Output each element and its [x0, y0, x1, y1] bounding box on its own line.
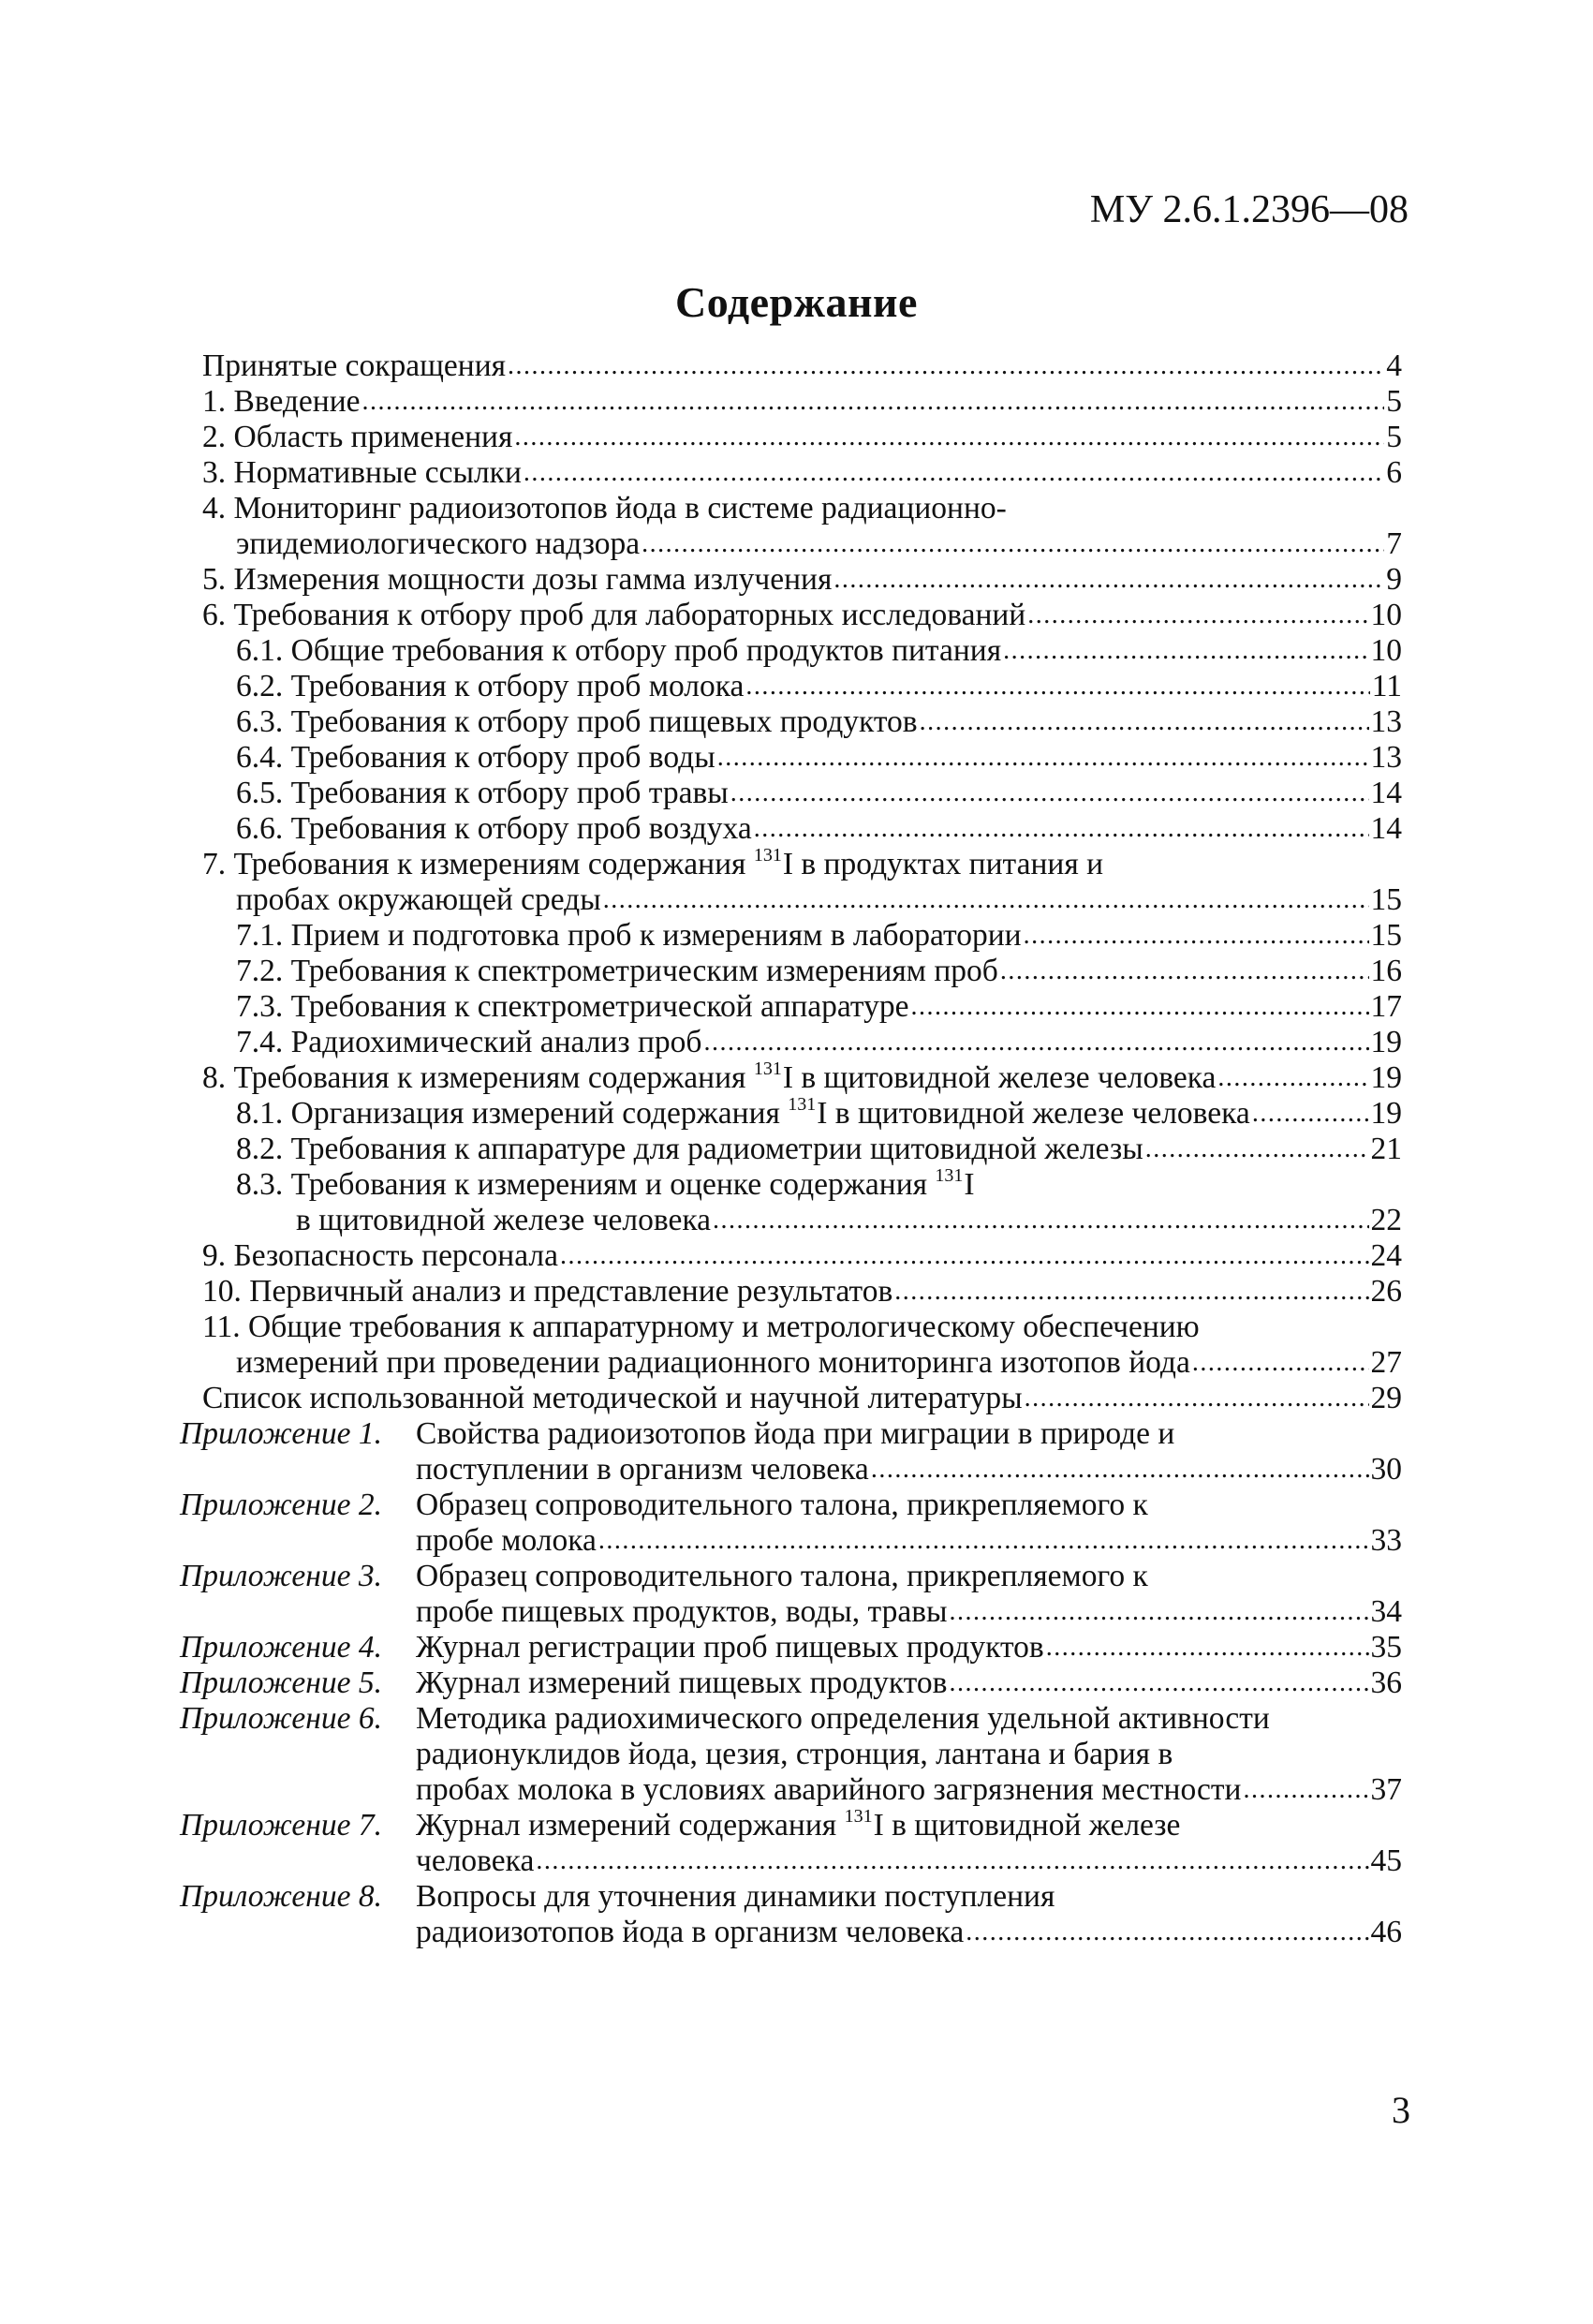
- toc-entry-line: [416, 1879, 1402, 1915]
- toc-entry-title: 3. Нормативные ссылки: [202, 455, 522, 490]
- toc-leader-dots: [730, 776, 1369, 811]
- toc-entry-title: 6.3. Требования к отбору проб пищевых продуктов: [236, 704, 918, 739]
- toc-entry-label: Приложение 8.: [180, 1879, 382, 1914]
- toc-entry-title: пробах окружающей среды: [236, 882, 601, 917]
- toc-page-number: 33: [1370, 1523, 1402, 1558]
- toc-page-number: 36: [1370, 1665, 1402, 1700]
- toc-entry-title: 6. Требования к отбору проб для лабораторных исследований: [202, 598, 1026, 632]
- toc-page-number: 5: [1386, 420, 1402, 454]
- toc-entry-title: 7.2. Требования к спектрометрическим измерениям проб: [236, 954, 998, 988]
- toc-entry-title: 6.1. Общие требования к отбору проб продуктов питания: [236, 633, 1002, 668]
- toc-entry-title: в щитовидной железе человека: [296, 1203, 711, 1237]
- toc-entry-title: Принятые сокращения: [202, 348, 507, 383]
- toc-page-number: 45: [1370, 1843, 1402, 1878]
- toc-entry-line: [236, 1025, 1402, 1060]
- toc-entry-title: пробе молока: [416, 1523, 597, 1558]
- toc-entry[interactable]: [180, 1025, 1402, 1060]
- toc-entry-label: Приложение 6.: [180, 1701, 382, 1736]
- toc-page-number: 46: [1370, 1915, 1402, 1949]
- toc-entry-line: [202, 1381, 1402, 1416]
- toc-appendix-entry[interactable]: [180, 1665, 1402, 1701]
- toc-entry-line: [236, 776, 1402, 811]
- toc-entry-title: радионуклидов йода, цезия, стронция, лантана и бария в: [416, 1737, 1173, 1771]
- toc-entry[interactable]: [180, 1167, 1402, 1238]
- toc-page-number: 27: [1370, 1345, 1402, 1380]
- toc-leader-dots: [1046, 1630, 1369, 1665]
- toc-entry[interactable]: [180, 954, 1402, 989]
- toc-entry[interactable]: [180, 918, 1402, 954]
- toc-entry[interactable]: [180, 455, 1402, 491]
- toc-entry[interactable]: [180, 989, 1402, 1025]
- toc-leader-dots: [1252, 1096, 1369, 1132]
- toc-entry-title: 11. Общие требования к аппаратурному и метрологическому обеспечению: [202, 1310, 1200, 1344]
- toc-entry-title: 2. Область применения: [202, 420, 513, 454]
- toc-leader-dots: [910, 989, 1368, 1025]
- toc-entry-title: Вопросы для уточнения динамики поступления: [416, 1879, 1055, 1914]
- toc-appendix-entry[interactable]: [180, 1559, 1402, 1630]
- toc-entry-title: пробе пищевых продуктов, воды, травы: [416, 1594, 948, 1629]
- toc-page-number: 10: [1370, 633, 1402, 668]
- toc-title: Содержание: [675, 278, 918, 326]
- toc-entry[interactable]: [180, 1096, 1402, 1132]
- toc-page-number: 34: [1370, 1594, 1402, 1629]
- toc-entry-title: Методика радиохимического определения удельной активности: [416, 1701, 1270, 1736]
- toc-entry-title: 9. Безопасность персонала: [202, 1238, 558, 1273]
- toc-page-number: 17: [1370, 989, 1402, 1024]
- toc-entry-line: [416, 1665, 1402, 1701]
- toc-entry-title: 6.4. Требования к отбору проб воды: [236, 740, 715, 775]
- toc-entry-line: [416, 1737, 1402, 1772]
- toc-leader-dots: [871, 1452, 1369, 1488]
- toc-entry[interactable]: [180, 1310, 1402, 1381]
- toc-leader-dots: [1243, 1772, 1368, 1808]
- toc-entry-title: Журнал измерений содержания $^{131}$I в щитовидной железе: [416, 1806, 1181, 1843]
- toc-entry[interactable]: [180, 1381, 1402, 1416]
- toc-leader-dots: [560, 1238, 1369, 1274]
- toc-page-number: 24: [1370, 1238, 1402, 1273]
- toc-page-number: 10: [1370, 598, 1402, 632]
- toc-entry-label: Приложение 1.: [180, 1416, 382, 1451]
- toc-page-number: 30: [1370, 1452, 1402, 1487]
- toc-page-number: 35: [1370, 1630, 1402, 1665]
- toc-entry-line: [416, 1701, 1402, 1737]
- toc-appendix-entry[interactable]: [180, 1488, 1402, 1559]
- toc-entry-title: 6.6. Требования к отбору проб воздуха: [236, 811, 752, 846]
- toc-entry-label: Приложение 5.: [180, 1665, 382, 1700]
- toc-page-number: 14: [1370, 811, 1402, 846]
- toc-entry-line: [202, 420, 1402, 455]
- toc-leader-dots: [703, 1025, 1368, 1060]
- toc-entry-line: [416, 1915, 1402, 1950]
- toc-page-number: 6: [1386, 455, 1402, 490]
- page-number: 3: [1392, 2089, 1410, 2131]
- toc-appendix-entry[interactable]: [180, 1701, 1402, 1808]
- toc-entry[interactable]: [180, 348, 1402, 384]
- toc-leader-dots: [1024, 918, 1369, 954]
- toc-entry-title: 5. Измерения мощности дозы гамма излучения: [202, 562, 833, 597]
- toc-leader-dots: [642, 526, 1384, 562]
- toc-entry-title: 4. Мониторинг радиоизотопов йода в системе радиационно-: [202, 491, 1007, 525]
- toc-entry[interactable]: [180, 384, 1402, 420]
- toc-leader-dots: [603, 882, 1369, 918]
- toc-entry-title: Список использованной методической и научной литературы: [202, 1381, 1023, 1415]
- toc-entry-line: [416, 1559, 1402, 1594]
- toc-entry-line: [236, 1167, 1402, 1203]
- toc-leader-dots: [950, 1594, 1369, 1630]
- toc-entry-line: [202, 847, 1402, 882]
- toc-leader-dots: [598, 1523, 1369, 1559]
- toc-leader-dots: [1003, 633, 1368, 669]
- toc-entry-line: [236, 633, 1402, 669]
- toc-entry-line: [202, 562, 1402, 598]
- toc-entry-line: [202, 455, 1402, 491]
- toc-page-number: 26: [1370, 1274, 1402, 1309]
- toc-page-number: 15: [1370, 882, 1402, 917]
- toc-entry-title: Образец сопроводительного талона, прикрепляемого к: [416, 1559, 1148, 1593]
- toc-page-number: 19: [1370, 1096, 1402, 1131]
- toc-entry-title: Свойства радиоизотопов йода при миграции в природе и: [416, 1416, 1175, 1451]
- toc-entry[interactable]: [180, 598, 1402, 633]
- toc-leader-dots: [754, 811, 1369, 847]
- toc-entry[interactable]: [180, 1238, 1402, 1274]
- toc-page-number: 21: [1370, 1132, 1402, 1166]
- toc-page-number: 4: [1386, 348, 1402, 383]
- isotope-mass-number: 131: [753, 845, 782, 866]
- toc-page-number: 29: [1370, 1381, 1402, 1415]
- toc-page-number: 15: [1370, 918, 1402, 953]
- toc-entry[interactable]: [180, 1060, 1402, 1096]
- toc-entry-line: [416, 1452, 1402, 1488]
- toc-entry[interactable]: [180, 811, 1402, 847]
- toc-entry-title: пробах молока в условиях аварийного загрязнения местности: [416, 1772, 1242, 1807]
- toc-leader-dots: [949, 1665, 1368, 1701]
- toc-leader-dots: [833, 562, 1384, 598]
- toc-appendix-entry[interactable]: [180, 1879, 1402, 1950]
- toc-entry[interactable]: [180, 669, 1402, 704]
- toc-entry-title: измерений при проведении радиационного мониторинга изотопов йода: [236, 1345, 1190, 1380]
- toc-entry[interactable]: [180, 847, 1402, 918]
- toc-entry-line: [236, 740, 1402, 776]
- toc-leader-dots: [524, 455, 1384, 491]
- toc-entry-line: [236, 1203, 1402, 1238]
- toc-appendix-entry[interactable]: [180, 1630, 1402, 1665]
- toc-leader-dots: [1217, 1060, 1368, 1096]
- toc-leader-dots: [536, 1843, 1368, 1879]
- toc-entry[interactable]: [180, 633, 1402, 669]
- toc-entry-line: [236, 811, 1402, 847]
- toc-entry-line: [416, 1772, 1402, 1808]
- toc-leader-dots: [745, 669, 1369, 704]
- toc-leader-dots: [1025, 1381, 1369, 1416]
- toc-entry-label: Приложение 2.: [180, 1488, 382, 1522]
- toc-entry-title: 7. Требования к измерениям содержания $^{131}$I в продуктах питания и: [202, 845, 1104, 881]
- toc-entry-title: Журнал измерений пищевых продуктов: [416, 1665, 948, 1700]
- toc-page-number: 22: [1370, 1203, 1402, 1237]
- toc-entry-line: [416, 1523, 1402, 1559]
- isotope-mass-number: 131: [935, 1165, 964, 1186]
- toc-entry-line: [202, 1274, 1402, 1310]
- toc-entry-line: [416, 1808, 1402, 1843]
- table-of-contents: [180, 348, 1402, 1950]
- toc-entry-line: [416, 1843, 1402, 1879]
- toc-leader-dots: [894, 1274, 1368, 1310]
- toc-leader-dots: [514, 420, 1384, 455]
- toc-entry[interactable]: [180, 740, 1402, 776]
- toc-entry-title: 7.4. Радиохимический анализ проб: [236, 1025, 702, 1059]
- toc-entry-line: [236, 918, 1402, 954]
- toc-entry-line: [236, 954, 1402, 989]
- toc-entry-line: [202, 384, 1402, 420]
- isotope-mass-number: 131: [844, 1806, 873, 1827]
- toc-entry-title: 8.2. Требования к аппаратуре для радиометрии щитовидной железы: [236, 1132, 1143, 1166]
- toc-entry-title: 8.1. Организация измерений содержания $^{131}$I в щитовидной железе человека: [236, 1094, 1250, 1131]
- toc-entry-title: Образец сопроводительного талона, прикрепляемого к: [416, 1488, 1148, 1522]
- toc-entry-line: [236, 989, 1402, 1025]
- toc-page-number: 19: [1370, 1025, 1402, 1059]
- toc-entry[interactable]: [180, 562, 1402, 598]
- toc-entry[interactable]: [180, 1132, 1402, 1167]
- toc-entry-line: [236, 1096, 1402, 1132]
- toc-leader-dots: [713, 1203, 1369, 1238]
- toc-entry-label: Приложение 3.: [180, 1559, 382, 1593]
- toc-page-number: 11: [1371, 669, 1402, 703]
- toc-page-number: 37: [1370, 1772, 1402, 1807]
- toc-entry[interactable]: [180, 491, 1402, 562]
- toc-leader-dots: [1000, 954, 1369, 989]
- isotope-mass-number: 131: [753, 1058, 782, 1079]
- toc-leader-dots: [508, 348, 1384, 384]
- toc-leader-dots: [362, 384, 1385, 420]
- toc-page-number: 5: [1386, 384, 1402, 419]
- toc-entry-line: [236, 704, 1402, 740]
- toc-entry-title: человека: [416, 1843, 535, 1878]
- toc-leader-dots: [920, 704, 1369, 740]
- toc-entry-title: 1. Введение: [202, 384, 361, 419]
- toc-entry-title: 8. Требования к измерениям содержания $^{131}$I в щитовидной железе человека: [202, 1058, 1217, 1095]
- toc-entry-line: [202, 1238, 1402, 1274]
- toc-page-number: 13: [1370, 740, 1402, 775]
- toc-leader-dots: [1145, 1132, 1369, 1167]
- toc-leader-dots: [966, 1915, 1368, 1950]
- toc-entry[interactable]: [180, 1274, 1402, 1310]
- toc-entry-line: [416, 1488, 1402, 1523]
- toc-entry-label: Приложение 4.: [180, 1630, 382, 1665]
- toc-appendix-entry[interactable]: [180, 1808, 1402, 1879]
- toc-entry-line: [236, 669, 1402, 704]
- toc-entry-title: 6.5. Требования к отбору проб травы: [236, 776, 729, 810]
- toc-entry-line: [202, 882, 1402, 918]
- toc-entry-title: эпидемиологического надзора: [236, 526, 641, 561]
- toc-entry-title: поступлении в организм человека: [416, 1452, 869, 1487]
- toc-entry-line: [236, 1132, 1402, 1167]
- toc-entry-line: [202, 598, 1402, 633]
- toc-entry-line: [416, 1594, 1402, 1630]
- toc-page-number: 14: [1370, 776, 1402, 810]
- toc-entry-line: [202, 526, 1402, 562]
- toc-leader-dots: [1027, 598, 1368, 633]
- toc-page-number: 16: [1370, 954, 1402, 988]
- toc-appendix-entry[interactable]: [180, 1416, 1402, 1488]
- toc-entry-line: [202, 1310, 1402, 1345]
- toc-entry[interactable]: [180, 776, 1402, 811]
- toc-leader-dots: [1192, 1345, 1369, 1381]
- isotope-mass-number: 131: [788, 1094, 817, 1115]
- toc-entry-line: [202, 348, 1402, 384]
- toc-entry-line: [416, 1630, 1402, 1665]
- toc-page-number: 9: [1386, 562, 1402, 597]
- toc-entry-title: 8.3. Требования к измерениям и оценке содержания $^{131}$I: [236, 1165, 975, 1202]
- toc-entry[interactable]: [180, 704, 1402, 740]
- toc-entry-title: Журнал регистрации проб пищевых продуктов: [416, 1630, 1044, 1665]
- document-code: МУ 2.6.1.2396—08: [1089, 188, 1409, 231]
- toc-entry-label: Приложение 7.: [180, 1808, 382, 1843]
- toc-entry-line: [416, 1416, 1402, 1452]
- toc-entry-title: 6.2. Требования к отбору проб молока: [236, 669, 745, 703]
- toc-entry-title: 7.3. Требования к спектрометрической аппаратуре: [236, 989, 909, 1024]
- toc-entry-title: 7.1. Прием и подготовка проб к измерениям в лаборатории: [236, 918, 1022, 953]
- toc-page-number: 13: [1370, 704, 1402, 739]
- toc-entry-line: [202, 1345, 1402, 1381]
- toc-entry[interactable]: [180, 420, 1402, 455]
- toc-entry-title: радиоизотопов йода в организм человека: [416, 1915, 965, 1949]
- toc-page-number: 7: [1386, 526, 1402, 561]
- toc-leader-dots: [717, 740, 1369, 776]
- toc-entry-line: [202, 1060, 1402, 1096]
- toc-page-number: 19: [1370, 1060, 1402, 1095]
- toc-entry-title: 10. Первичный анализ и представление результатов: [202, 1274, 893, 1309]
- toc-entry-line: [202, 491, 1402, 526]
